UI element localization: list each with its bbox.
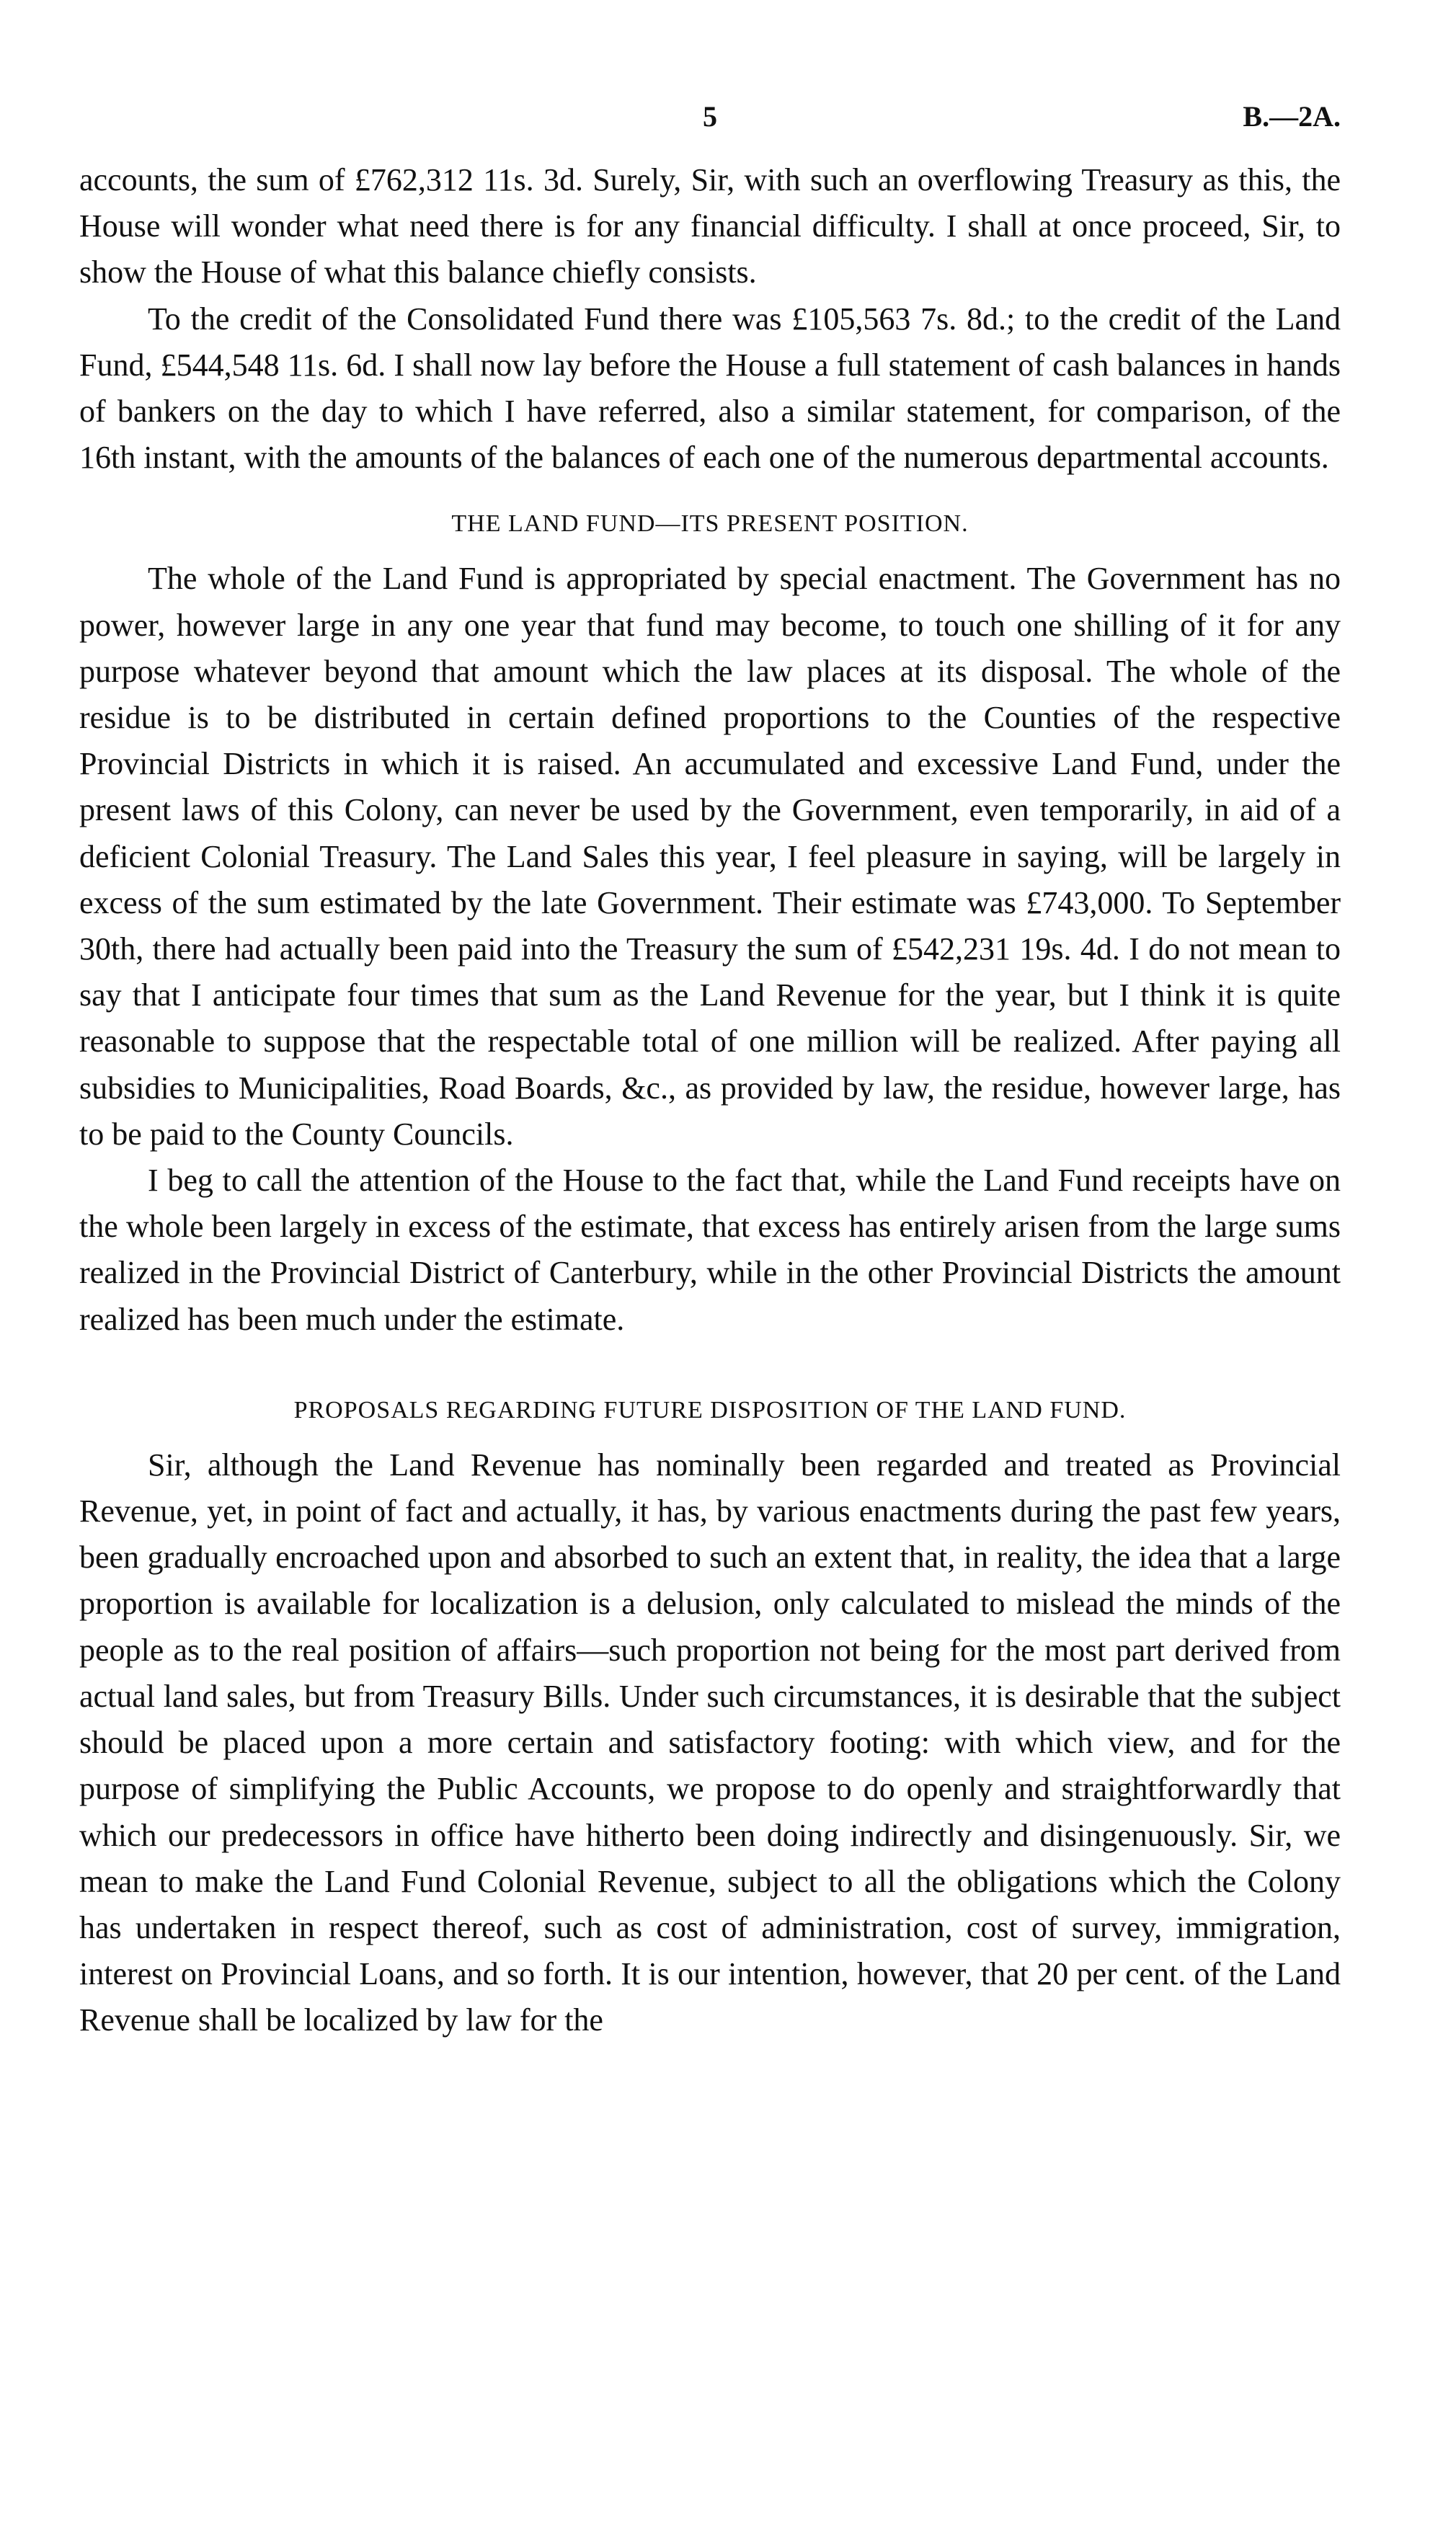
- paragraph-continued: accounts, the sum of £762,312 11s. 3d. Surely, Sir, with such an overflowing Treasury as this, the House will wonder what need there is for any financial difficulty. I shall at once proceed, Sir, to show the House of what this balance chiefly consists.: [79, 162, 1341, 290]
- running-header: [79, 99, 1341, 157]
- body-text: [79, 157, 1341, 2044]
- section-heading-land-fund: THE LAND FUND—ITS PRESENT POSITION.: [451, 510, 969, 538]
- document-reference: B.—2A.: [1243, 100, 1341, 133]
- paragraph-proposals: Sir, although the Land Revenue has nominally been regarded and treated as Provincial Revenue, yet, in point of fact and actually, it has, by various enactments during the past few years, been gradually encroached upon and absorbed to such an extent that, in reality, the idea that a large proportion is available for localization is a delusion, only calculated to mislead the minds of the people as to the real position of affairs—such proportion not being for the most part derived from actual land sales, but from Treasury Bills. Under such circumstances, it is desirable that the subject should be placed upon a more certain and satisfactory footing: with which view, and for the purpose of simplifying the Public Accounts, we propose to do openly and straightforwardly that which our predecessors in office have hitherto been doing indirectly and disingenuously. Sir, we mean to make the Land Fund Colonial Revenue, subject to all the obligations which the Colony has undertaken in respect thereof, such as cost of administration, cost of survey, immigration, interest on Provincial Loans, and so forth. It is our intention, however, that 20 per cent. of the Land Revenue shall be localized by law for the: [79, 1447, 1341, 2038]
- paragraph-land-fund-appropriation: The whole of the Land Fund is appropriated by special enactment. The Government has no power, however large in any one year that fund may become, to touch one shilling of it for any purpose whatever beyond that amount which the law places at its disposal. The whole of the residue is to be distributed in certain defined proportions to the Counties of the respective Provincial Districts in which it is raised. An accumulated and excessive Land Fund, under the present laws of this Colony, can never be used by the Government, even temporarily, in aid of a deficient Colonial Treasury. The Land Sales this year, I feel pleasure in saying, will be largely in excess of the sum estimated by the late Government. Their estimate was £743,000. To September 30th, there had actually been paid into the Treasury the sum of £542,231 19s. 4d. I do not mean to say that I anticipate four times that sum as the Land Revenue for the year, but I think it is quite reasonable to suppose that the respectable total of one million will be realized. After paying all subsidies to Municipalities, Road Boards, &c., as provided by law, the residue, however large, has to be paid to the County Councils.: [79, 561, 1341, 1152]
- section-heading-proposals: PROPOSALS REGARDING FUTURE DISPOSITION OF THE LAND FUND.: [293, 1396, 1127, 1423]
- page-number: 5: [703, 100, 717, 133]
- paragraph-consolidated-fund: To the credit of the Consolidated Fund there was £105,563 7s. 8d.; to the credit of the Land Fund, £544,548 11s. 6d. I shall now lay before the House a full statement of cash balances in hands of bankers on the day to which I have referred, also a similar statement, for comparison, of the 16th instant, with the amounts of the balances of each one of the numerous departmental accounts.: [79, 301, 1341, 476]
- document-page: [79, 99, 1341, 2044]
- paragraph-land-fund-receipts: I beg to call the attention of the House to the fact that, while the Land Fund receipts have on the whole been largely in excess of the estimate, that excess has entirely arisen from the large sums realized in the Provincial District of Canterbury, while in the other Provincial Districts the amount realized has been much under the estimate.: [79, 1163, 1341, 1337]
